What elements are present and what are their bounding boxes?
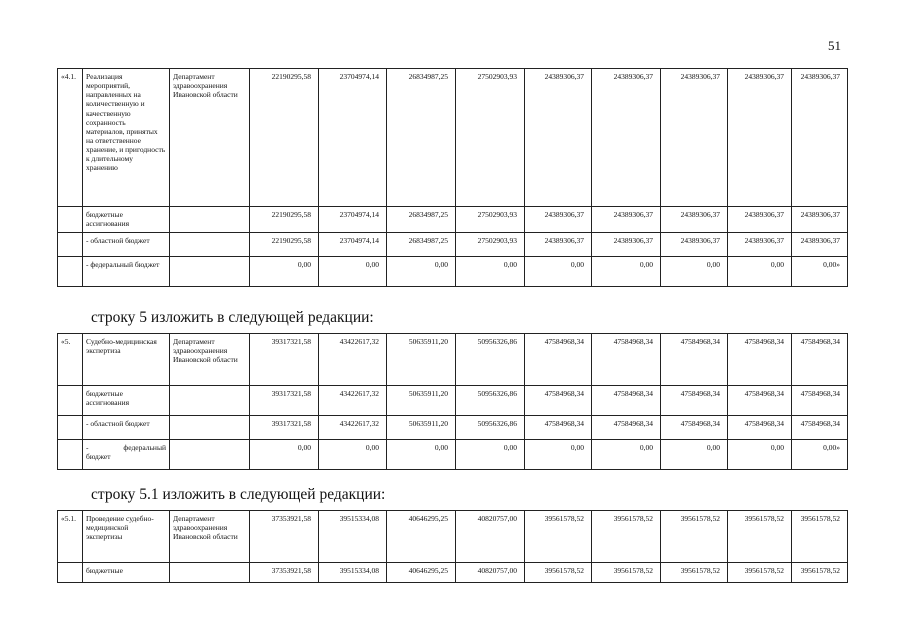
value-cell: 22190295,58	[250, 69, 319, 207]
value-cell: 24389306,37	[592, 207, 661, 233]
value-cell: 24389306,37	[592, 233, 661, 257]
value-cell: 47584968,34	[792, 416, 848, 440]
value-cell: 39561578,52	[792, 511, 848, 563]
value-cell: 40820757,00	[456, 511, 525, 563]
value-cell: 50635911,20	[387, 386, 456, 416]
value-cell: 43422617,32	[319, 416, 387, 440]
value-cell: 47584968,34	[792, 334, 848, 386]
value-cell: 47584968,34	[792, 386, 848, 416]
table-row	[58, 257, 848, 287]
row-code: «4.1.	[58, 69, 83, 207]
row-label: бюджетные	[83, 563, 170, 583]
department: Департамент здравоохранения Ивановской области	[170, 69, 250, 207]
section-heading: строку 5 изложить в следующей редакции:	[91, 309, 374, 326]
table-row	[58, 207, 848, 233]
value-cell: 40646295,25	[387, 511, 456, 563]
row-label	[83, 440, 170, 470]
value-cell: 0,00»	[792, 257, 848, 287]
value-cell: 0,00	[387, 440, 456, 470]
row-label: - федеральный бюджет	[83, 257, 170, 287]
value-cell: 50635911,20	[387, 416, 456, 440]
row-label: - областной бюджет	[83, 416, 170, 440]
value-cell: 39561578,52	[592, 511, 661, 563]
value-cell: 24389306,37	[728, 69, 792, 207]
value-cell: 39561578,52	[661, 563, 728, 583]
value-cell: 47584968,34	[728, 386, 792, 416]
row-label-tail: бюджет	[86, 452, 111, 462]
value-cell: 24389306,37	[661, 233, 728, 257]
value-cell: 0,00	[661, 257, 728, 287]
value-cell: 47584968,34	[525, 386, 592, 416]
value-cell: 24389306,37	[728, 233, 792, 257]
value-cell: 0,00	[250, 440, 319, 470]
value-cell: 27502903,93	[456, 233, 525, 257]
row-label-dash: -	[86, 443, 89, 452]
value-cell: 26834987,25	[387, 69, 456, 207]
value-cell: 39515334,08	[319, 563, 387, 583]
measure-name: Реализация мероприятий, направленных на количественную и качественную сохранность материалов, принятых на ответственное хранение, и пригодность к длительному хранению	[83, 69, 170, 207]
value-cell: 37353921,58	[250, 563, 319, 583]
value-cell: 47584968,34	[728, 334, 792, 386]
value-cell: 24389306,37	[728, 207, 792, 233]
value-cell: 24389306,37	[525, 69, 592, 207]
value-cell: 24389306,37	[792, 69, 848, 207]
budget-table-row-4-1	[57, 68, 848, 287]
value-cell: 24389306,37	[525, 233, 592, 257]
value-cell: 39561578,52	[592, 563, 661, 583]
value-cell: 39561578,52	[792, 563, 848, 583]
value-cell: 47584968,34	[592, 334, 661, 386]
page-number: 51	[828, 38, 841, 53]
value-cell: 39317321,58	[250, 416, 319, 440]
value-cell: 43422617,32	[319, 386, 387, 416]
value-cell: 0,00	[387, 257, 456, 287]
value-cell: 40646295,25	[387, 563, 456, 583]
measure-name: Судебно-медицинская экспертиза	[83, 334, 170, 386]
value-cell: 0,00	[728, 257, 792, 287]
table-row	[58, 440, 848, 470]
value-cell: 39561578,52	[661, 511, 728, 563]
table-row	[58, 511, 848, 563]
value-cell: 23704974,14	[319, 233, 387, 257]
value-cell: 22190295,58	[250, 233, 319, 257]
table-row	[58, 334, 848, 386]
value-cell: 0,00	[456, 440, 525, 470]
section-heading: строку 5.1 изложить в следующей редакции:	[91, 486, 386, 503]
value-cell: 37353921,58	[250, 511, 319, 563]
value-cell: 39561578,52	[728, 563, 792, 583]
value-cell: 0,00	[525, 440, 592, 470]
value-cell: 47584968,34	[661, 334, 728, 386]
value-cell: 23704974,14	[319, 207, 387, 233]
value-cell: 23704974,14	[319, 69, 387, 207]
value-cell: 24389306,37	[661, 69, 728, 207]
value-cell: 47584968,34	[728, 416, 792, 440]
value-cell: 0,00	[592, 257, 661, 287]
value-cell: 0,00	[592, 440, 661, 470]
budget-table-row-5-1	[57, 510, 848, 583]
value-cell: 39561578,52	[525, 563, 592, 583]
measure-name: Проведение судебно-медицинской экспертизы	[83, 511, 170, 563]
value-cell: 47584968,34	[592, 416, 661, 440]
value-cell: 26834987,25	[387, 207, 456, 233]
value-cell: 0,00	[319, 257, 387, 287]
value-cell: 39515334,08	[319, 511, 387, 563]
value-cell: 39317321,58	[250, 386, 319, 416]
value-cell: 50956326,86	[456, 386, 525, 416]
row-label: бюджетные ассигнования	[83, 386, 170, 416]
value-cell: 39561578,52	[728, 511, 792, 563]
value-cell: 27502903,93	[456, 69, 525, 207]
value-cell: 24389306,37	[792, 207, 848, 233]
value-cell: 24389306,37	[792, 233, 848, 257]
department: Департамент здравоохранения Ивановской области	[170, 334, 250, 386]
value-cell: 50956326,86	[456, 334, 525, 386]
value-cell: 0,00»	[792, 440, 848, 470]
table-row	[58, 69, 848, 207]
value-cell: 24389306,37	[525, 207, 592, 233]
value-cell: 43422617,32	[319, 334, 387, 386]
value-cell: 0,00	[250, 257, 319, 287]
row-label-word: федеральный	[123, 443, 166, 452]
value-cell: 0,00	[525, 257, 592, 287]
value-cell: 26834987,25	[387, 233, 456, 257]
table-row	[58, 233, 848, 257]
budget-table-row-5	[57, 333, 848, 470]
table-row	[58, 386, 848, 416]
value-cell: 47584968,34	[525, 416, 592, 440]
row-label: бюджетные ассигнования	[83, 207, 170, 233]
value-cell: 39317321,58	[250, 334, 319, 386]
row-label: - областной бюджет	[83, 233, 170, 257]
value-cell: 0,00	[319, 440, 387, 470]
value-cell: 22190295,58	[250, 207, 319, 233]
value-cell: 50956326,86	[456, 416, 525, 440]
value-cell: 47584968,34	[525, 334, 592, 386]
department: Департамент здравоохранения Ивановской области	[170, 511, 250, 563]
value-cell: 47584968,34	[661, 386, 728, 416]
row-code: «5.	[58, 334, 83, 386]
value-cell: 0,00	[661, 440, 728, 470]
table-row	[58, 563, 848, 583]
table-row	[58, 416, 848, 440]
value-cell: 50635911,20	[387, 334, 456, 386]
value-cell: 0,00	[728, 440, 792, 470]
value-cell: 24389306,37	[661, 207, 728, 233]
value-cell: 27502903,93	[456, 207, 525, 233]
value-cell: 47584968,34	[661, 416, 728, 440]
value-cell: 0,00	[456, 257, 525, 287]
row-code: «5.1.	[58, 511, 83, 563]
value-cell: 40820757,00	[456, 563, 525, 583]
value-cell: 39561578,52	[525, 511, 592, 563]
value-cell: 24389306,37	[592, 69, 661, 207]
value-cell: 47584968,34	[592, 386, 661, 416]
